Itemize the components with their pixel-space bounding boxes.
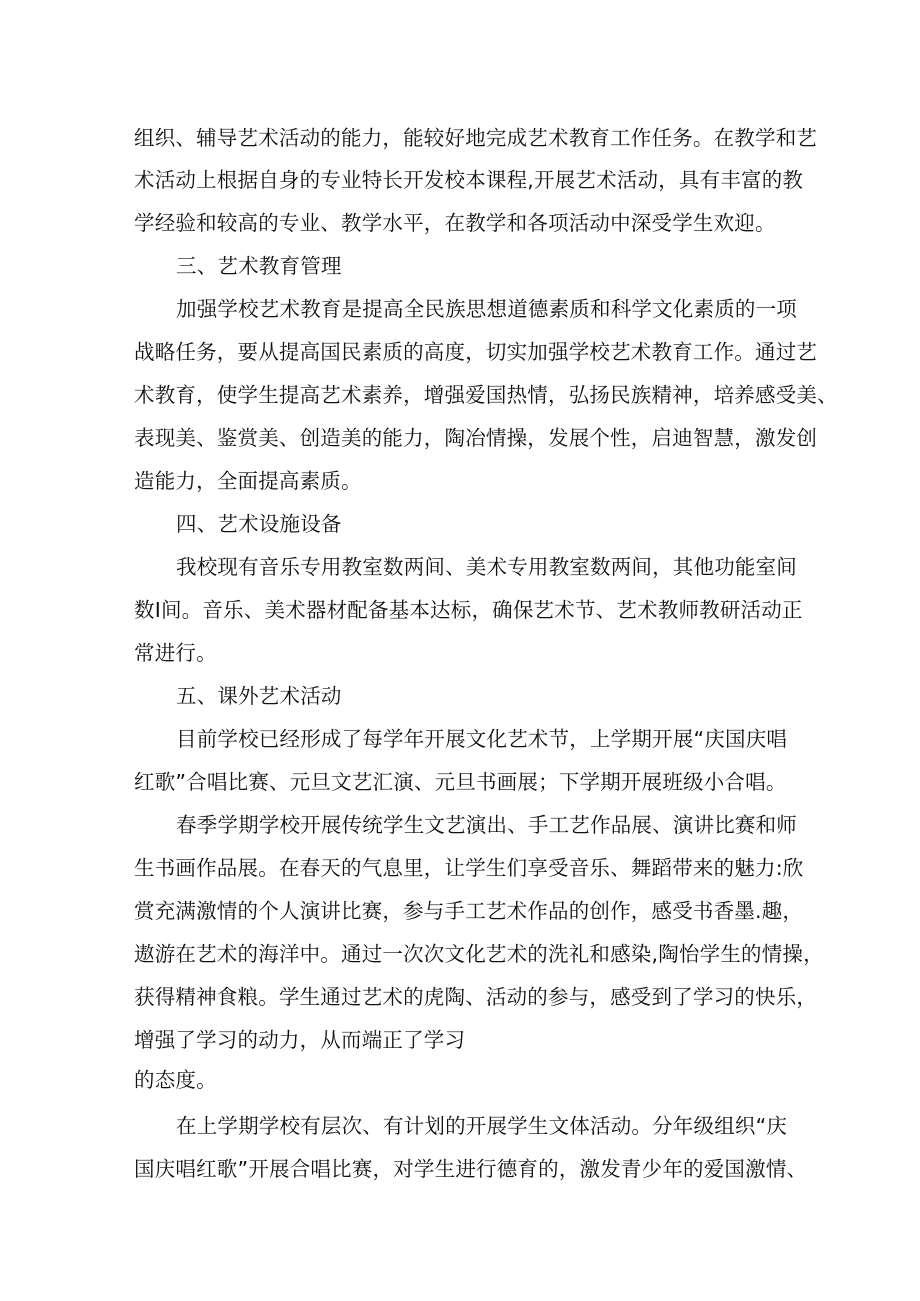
paragraph-line: 数I间。音乐、美术器材配备基本达标，确保艺术节、艺术教师教研活动正 bbox=[134, 598, 803, 622]
paragraph-line: 组织、辅导艺术活动的能力，能较好地完成艺术教育工作任务。在教学和艺 bbox=[134, 126, 818, 150]
paragraph-line: 在上学期学校有层次、有计划的开展学生文体活动。分年级组织“庆 bbox=[176, 1114, 788, 1138]
paragraph-line: 目前学校已经形成了每学年开展文化艺术节，上学期开展“庆国庆唱 bbox=[176, 727, 788, 751]
paragraph-line: 国庆唱红歌”开展合唱比赛，对学生进行德育的，激发青少年的爱国激情、 bbox=[134, 1157, 808, 1181]
paragraph-line: 增强了学习的动力，从而端正了学习 bbox=[134, 1028, 466, 1052]
section-heading: 五、课外艺术活动 bbox=[176, 684, 342, 708]
paragraph-line: 表现美、鉴赏美、创造美的能力，陶冶情操，发展个性，启迪智慧，激发创 bbox=[134, 426, 818, 450]
paragraph-line: 战略任务，要从提高国民素质的高度，切实加强学校艺术教育工作。通过艺 bbox=[134, 340, 818, 364]
paragraph-line: 学经验和较高的专业、教学水平，在教学和各项活动中深受学生欢迎。 bbox=[134, 211, 776, 235]
paragraph-line: 春季学期学校开展传统学生文艺演出、手工艺作品展、演讲比赛和师 bbox=[176, 813, 797, 837]
paragraph-line: 红歌”合唱比赛、元旦文艺汇演、元旦书画展；下学期开展班级小合唱。 bbox=[134, 770, 787, 794]
section-heading: 四、艺术设施设备 bbox=[176, 512, 342, 536]
paragraph-line: 加强学校艺术教育是提高全民族思想道德素质和科学文化素质的一项 bbox=[176, 297, 797, 321]
paragraph-line: 的态度。 bbox=[134, 1068, 217, 1092]
section-heading: 三、艺术教育管理 bbox=[176, 254, 342, 278]
paragraph-line: 造能力，全面提高素质。 bbox=[134, 469, 362, 493]
paragraph-line: 术活动上根据自身的专业特长开发校本课程,开展艺术活动，具有丰富的教 bbox=[134, 168, 804, 192]
paragraph-line: 遨游在艺术的海洋中。通过一次次文化艺术的洗礼和感染,陶怡学生的情操， bbox=[134, 942, 824, 966]
paragraph-line: 赏充满激情的个人演讲比赛，参与手工艺术作品的创作，感受书香墨.趣， bbox=[134, 899, 804, 923]
paragraph-line: 获得精神食粮。学生通过艺术的虎陶、活动的参与，感受到了学习的快乐， bbox=[134, 985, 818, 1009]
paragraph-line: 生书画作品展。在春天的气息里，让学生们享受音乐、舞蹈带来的魅力:欣 bbox=[134, 856, 804, 880]
paragraph-line: 我校现有音乐专用教室数两间、美术专用教室数两间，其他功能室间 bbox=[176, 555, 797, 579]
paragraph-line: 术教育，使学生提高艺术素养，增强爱国热情，弘扬民族精神，培养感受美、 bbox=[134, 383, 838, 407]
paragraph-line: 常进行。 bbox=[134, 641, 217, 665]
